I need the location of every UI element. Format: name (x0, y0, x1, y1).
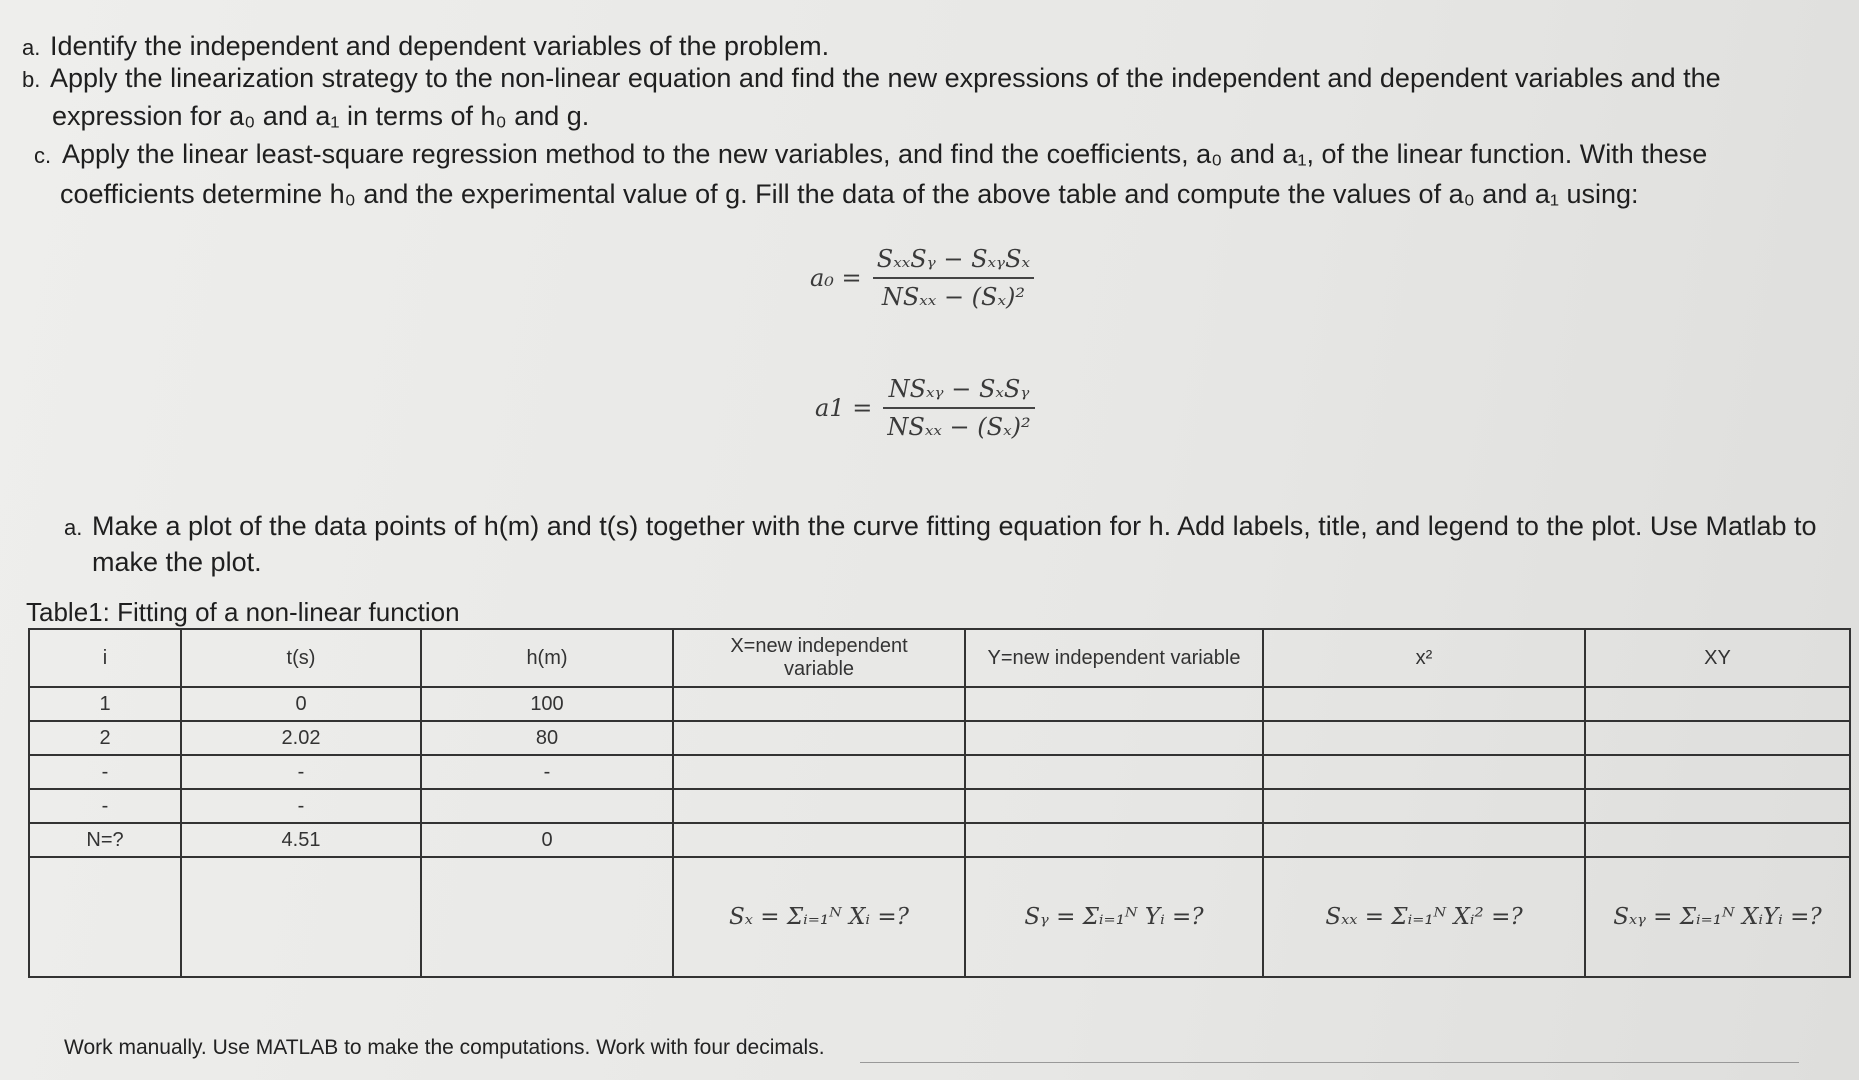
cell-x (673, 687, 965, 721)
header-h: h(m) (421, 629, 673, 687)
question-d-line1 (64, 510, 1817, 544)
cell-x2 (1263, 789, 1585, 823)
header-x: X=new independent variable (673, 629, 965, 687)
cell-i: 1 (29, 687, 181, 721)
question-b-text1: Apply the linearization strategy to the non-linear equation and find the new expressions of the independent and dependent variables and the (50, 63, 1721, 93)
question-a-text: Identify the independent and dependent variables of the problem. (50, 31, 830, 61)
cell-xy (1585, 755, 1850, 789)
table-row (29, 721, 1850, 755)
footer-note: Work manually. Use MATLAB to make the computations. Work with four decimals. (64, 1036, 825, 1059)
cell-h: 0 (421, 823, 673, 857)
cell-xy (1585, 823, 1850, 857)
sum-sxx: Sₓₓ = Σᵢ₌₁ᴺ Xᵢ² =? (1263, 857, 1585, 977)
cell-x2 (1263, 755, 1585, 789)
table-caption: Table1: Fitting of a non-linear function (26, 597, 460, 627)
cell-xy (1585, 789, 1850, 823)
footer-rule (860, 1062, 1799, 1063)
question-d-text2: make the plot. (92, 547, 262, 577)
cell-t: - (181, 755, 421, 789)
cell-h: 80 (421, 721, 673, 755)
a0-fraction (873, 245, 1034, 311)
cell-h (421, 789, 673, 823)
data-table (28, 628, 1851, 978)
table-row (29, 823, 1850, 857)
cell-x (673, 789, 965, 823)
cell-h: - (421, 755, 673, 789)
question-c-text1: Apply the linear least-square regression method to the new variables, and find the coefficients, a₀ and a₁, of the linear function. With these (62, 139, 1708, 169)
question-d-text1: Make a plot of the data points of h(m) and t(s) together with the curve fitting equation for h. Add labels, title, and legend to the plot. Use Matlab to (92, 511, 1817, 541)
cell-i: N=? (29, 823, 181, 857)
a0-formula (810, 245, 1034, 311)
cell-y (965, 687, 1263, 721)
a0-numerator: SₓₓSᵧ − SₓᵧSₓ (876, 245, 1031, 273)
sum-sxy: Sₓᵧ = Σᵢ₌₁ᴺ XᵢYᵢ =? (1585, 857, 1850, 977)
cell-t: 4.51 (181, 823, 421, 857)
cell-t: 0 (181, 687, 421, 721)
header-t: t(s) (181, 629, 421, 687)
cell-t: 2.02 (181, 721, 421, 755)
a0-lhs: a₀ = (810, 264, 862, 292)
header-i: i (29, 629, 181, 687)
header-x2: x² (1263, 629, 1585, 687)
cell-h: 100 (421, 687, 673, 721)
cell-x (673, 823, 965, 857)
cell-x2 (1263, 721, 1585, 755)
question-a (22, 30, 829, 64)
question-c-marker: c. (34, 143, 52, 168)
a1-fraction (883, 375, 1034, 441)
cell-y (965, 823, 1263, 857)
header-y: Y=new independent variable (965, 629, 1263, 687)
cell-y (965, 721, 1263, 755)
question-a-marker: a. (22, 35, 41, 60)
cell-xy (1585, 721, 1850, 755)
table-header-row (29, 629, 1850, 687)
sums-row (29, 857, 1850, 977)
cell-t: - (181, 789, 421, 823)
cell-i: 2 (29, 721, 181, 755)
cell-i: - (29, 789, 181, 823)
a0-denominator: NSₓₓ − (Sₓ)² (881, 283, 1025, 311)
sum-empty-h (421, 857, 673, 977)
a1-lhs: a1 = (815, 394, 873, 422)
a0-fraction-bar (873, 277, 1034, 279)
cell-y (965, 789, 1263, 823)
sum-empty-i (29, 857, 181, 977)
sum-sx: Sₓ = Σᵢ₌₁ᴺ Xᵢ =? (673, 857, 965, 977)
a1-formula (815, 375, 1035, 441)
a1-fraction-bar (883, 407, 1034, 409)
cell-i: - (29, 755, 181, 789)
question-d-marker: a. (64, 515, 83, 540)
question-c-text2: coefficients determine h₀ and the experimental value of g. Fill the data of the above table and compute the values of a₀ and a₁ using: (60, 179, 1639, 209)
cell-xy (1585, 687, 1850, 721)
question-c-line1 (34, 138, 1707, 172)
a1-denominator: NSₓₓ − (Sₓ)² (887, 413, 1031, 441)
cell-y (965, 755, 1263, 789)
table-row (29, 755, 1850, 789)
table-row (29, 687, 1850, 721)
question-b-text2: expression for a₀ and a₁ in terms of h₀ and g. (52, 101, 590, 131)
cell-x2 (1263, 687, 1585, 721)
cell-x2 (1263, 823, 1585, 857)
table-row (29, 789, 1850, 823)
a1-numerator: NSₓᵧ − SₓSᵧ (888, 375, 1030, 403)
cell-x (673, 755, 965, 789)
cell-x (673, 721, 965, 755)
sum-empty-t (181, 857, 421, 977)
question-b-marker: b. (22, 67, 41, 92)
question-b-line1 (22, 62, 1721, 96)
header-xy: XY (1585, 629, 1850, 687)
sum-sy: Sᵧ = Σᵢ₌₁ᴺ Yᵢ =? (965, 857, 1263, 977)
